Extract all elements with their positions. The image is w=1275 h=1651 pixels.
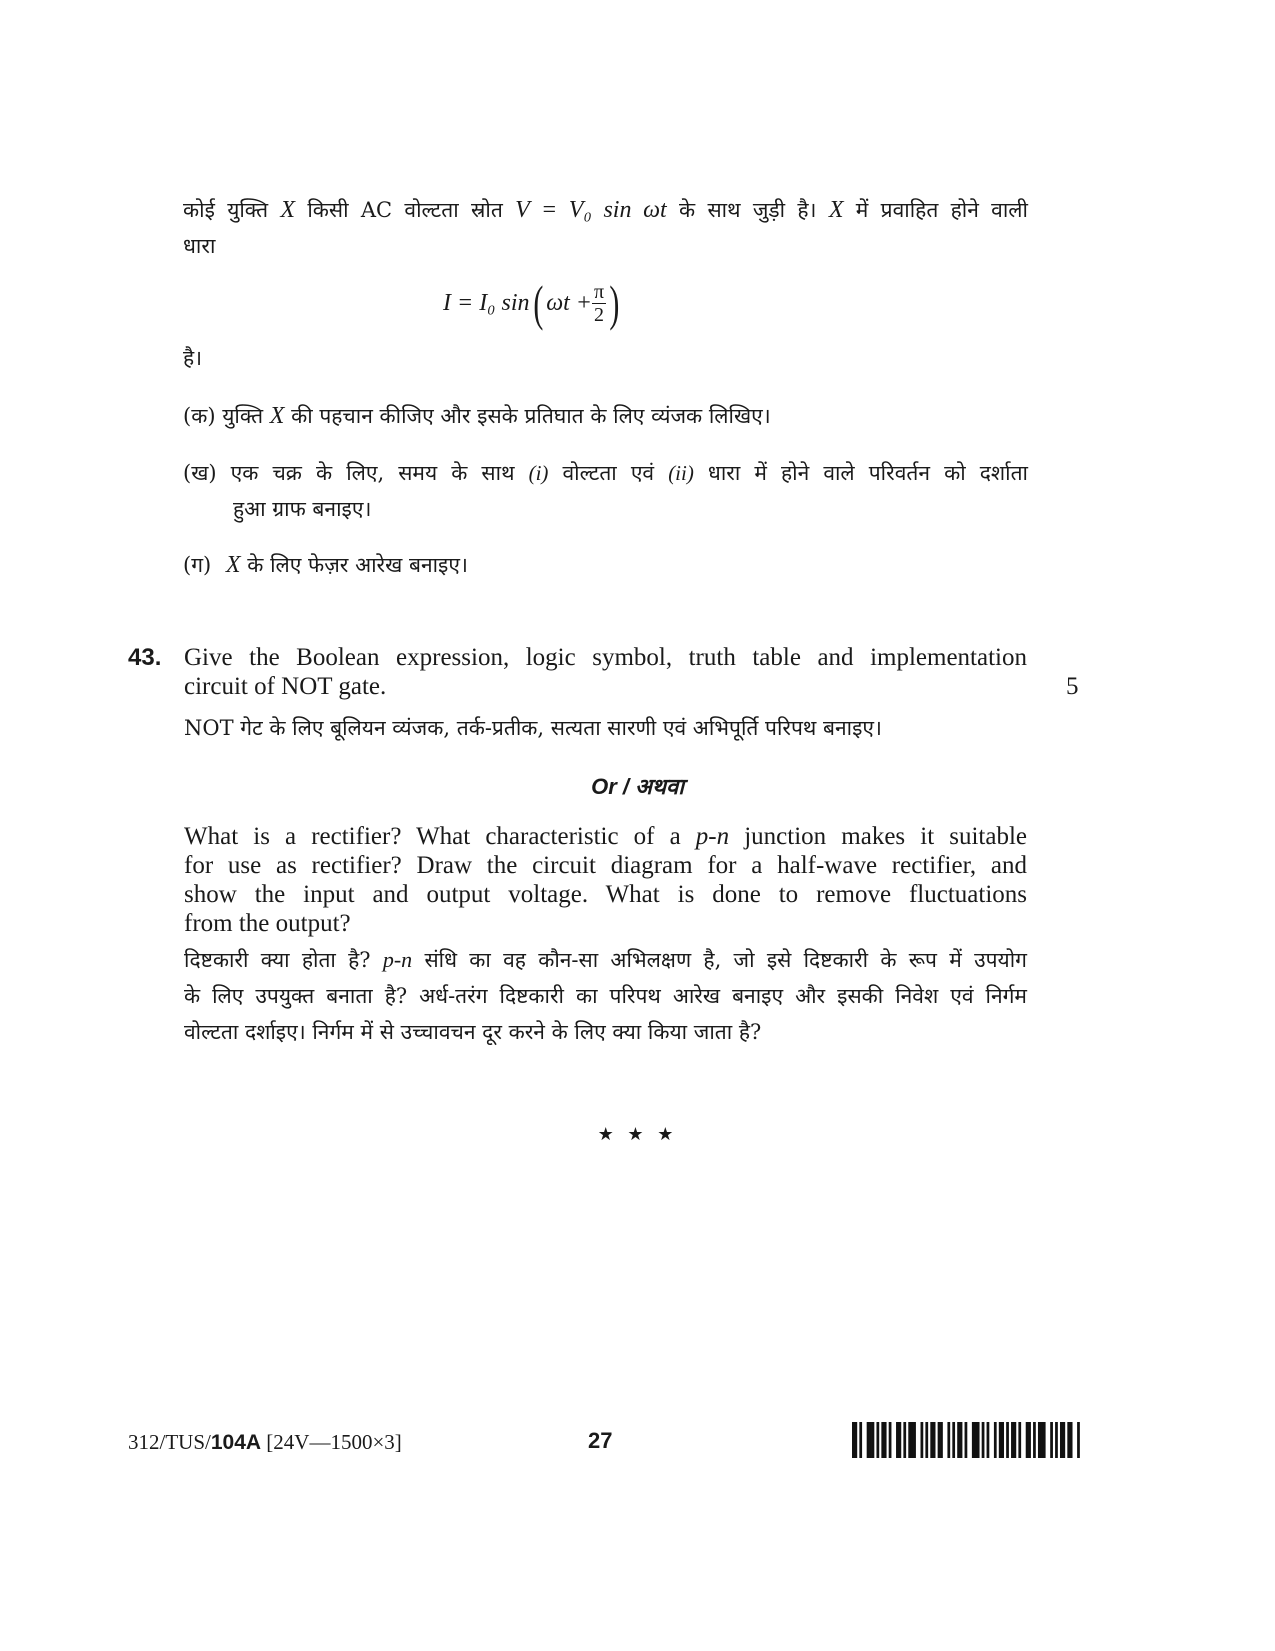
- q43-en-line1: Give the Boolean expression, logic symbol, truth table and implementation: [184, 644, 1027, 671]
- var-x: X: [280, 197, 296, 223]
- barcode-bar: [1043, 1422, 1046, 1458]
- var-x-4: X: [225, 552, 241, 578]
- or-separator: Or / अथवा: [591, 774, 684, 799]
- barcode-bar: [960, 1422, 963, 1458]
- part-kha-ii: (ii): [668, 461, 694, 485]
- barcode-bar: [999, 1422, 1002, 1458]
- q42-part-kha: [183, 455, 1028, 527]
- q43-marks: 5: [1066, 673, 1079, 700]
- barcode-bar: [1013, 1422, 1016, 1458]
- q43-english: [184, 643, 1027, 701]
- barcode-bar: [925, 1422, 928, 1458]
- q42-intro-a: कोई युक्ति: [183, 198, 269, 222]
- alt-en-3: show the input and output voltage. What is done to remove fluctuations: [184, 881, 1027, 908]
- barcode-bar: [854, 1422, 857, 1458]
- pn-term: p-n: [695, 823, 730, 850]
- footer-code: [128, 1430, 402, 1455]
- part-kha-c: धारा में होने वाले परिवर्तन को दर्शाता: [707, 461, 1028, 485]
- barcode-bar: [1038, 1422, 1041, 1458]
- current-lhs: I = I₀ sin: [443, 289, 530, 316]
- footer-code-c: [24V—1500×3]: [261, 1430, 402, 1454]
- part-label-ka: (क): [183, 404, 216, 428]
- barcode-bar: [1026, 1422, 1029, 1458]
- end-stars: ★ ★ ★: [597, 1124, 678, 1145]
- barcode-bar: [1028, 1422, 1031, 1458]
- part-kha-i: (i): [528, 461, 549, 485]
- current-arg: ωt +: [546, 289, 592, 316]
- barcode-bar: [852, 1422, 855, 1458]
- barcode-bar: [867, 1422, 870, 1458]
- part-kha-b: वोल्टता एवं: [562, 461, 655, 485]
- barcode-bar: [898, 1422, 901, 1458]
- alt-hi-3: वोल्टता दर्शाइए। निर्गम में से उच्चावचन दूर करने के लिए क्या किया जाता है?: [184, 1020, 762, 1044]
- barcode-bar: [1033, 1422, 1036, 1458]
- var-x-3: X: [269, 403, 285, 429]
- q42-intro: [183, 192, 1028, 264]
- pn-term-hi: p-n: [382, 947, 413, 972]
- q42-intro-d: में प्रवाहित होने वाली: [855, 198, 1028, 222]
- barcode-bar: [1001, 1422, 1004, 1458]
- barcode-bar: [933, 1422, 936, 1458]
- left-paren: (: [532, 275, 543, 331]
- barcode-bar: [1006, 1422, 1009, 1458]
- alt-en-1a: What is a rectifier? What characteristic of a: [184, 823, 681, 850]
- q43-en-line2: circuit of NOT gate.: [184, 673, 387, 700]
- q42-intro-c: के साथ जुड़ी है।: [679, 198, 817, 222]
- barcode-bar: [952, 1422, 955, 1458]
- barcode-bar: [947, 1422, 950, 1458]
- alt-hi-1a: दिष्टकारी क्या होता है?: [184, 948, 371, 972]
- barcode-bar: [921, 1422, 924, 1458]
- barcode-bar: [1070, 1422, 1073, 1458]
- barcode-bar: [938, 1422, 941, 1458]
- barcode-bar: [994, 1422, 997, 1458]
- barcode-bar: [913, 1422, 916, 1458]
- barcode-bar: [1040, 1422, 1043, 1458]
- barcode-bar: [881, 1422, 884, 1458]
- barcode-bar: [876, 1422, 879, 1458]
- current-equation: [443, 272, 623, 334]
- barcode-bar: [1018, 1422, 1021, 1458]
- q43-hindi: NOT गेट के लिए बूलियन व्यंजक, तर्क-प्रतीक, सत्यता सारणी एवं अभिपूर्ति परिपथ बनाइए।: [184, 716, 882, 740]
- barcode-bar: [1062, 1422, 1065, 1458]
- barcode-bar: [1055, 1422, 1058, 1458]
- barcode-bar: [965, 1422, 968, 1458]
- alt-en-1b: junction makes it suitable: [744, 823, 1027, 850]
- page-number: 27: [588, 1428, 613, 1453]
- barcode-bar: [930, 1422, 933, 1458]
- barcode-bar: [859, 1422, 862, 1458]
- alt-en-2: for use as rectifier? Draw the circuit diagram for a half-wave rectifier, and: [184, 852, 1027, 879]
- alt-hi-1b: संधि का वह कौन-सा अभिलक्षण है, जो इसे दिष्टकारी के रूप में उपयोग: [424, 948, 1027, 972]
- q42-part-ga: [183, 547, 1028, 583]
- part-ka-b: की पहचान कीजिए और इसके प्रतिघात के लिए व्यंजक लिखिए।: [291, 404, 771, 428]
- frac-denominator: 2: [594, 303, 605, 326]
- barcode-bar: [972, 1422, 975, 1458]
- barcode-bar: [957, 1422, 960, 1458]
- part-kha-a: एक चक्र के लिए, समय के साथ: [230, 461, 515, 485]
- barcode-bar: [869, 1422, 872, 1458]
- footer-code-a: 312/TUS/: [128, 1430, 211, 1454]
- barcode-bar: [1077, 1422, 1080, 1458]
- q43-alt-hindi: [184, 942, 1027, 1050]
- barcode-bar: [903, 1422, 906, 1458]
- frac-numerator: π: [594, 280, 605, 303]
- part-ka-a: युक्ति: [222, 404, 264, 428]
- q42-intro-e: धारा: [183, 234, 216, 258]
- barcode-bar: [1050, 1422, 1053, 1458]
- barcode-bar: [987, 1422, 990, 1458]
- footer-code-b: 104A: [210, 1431, 262, 1454]
- voltage-expression: V = V₀ sin ωt: [515, 197, 667, 223]
- barcode-bar: [1011, 1422, 1014, 1458]
- barcode-image: [852, 1422, 1082, 1458]
- pi-over-2: [592, 281, 606, 326]
- barcode-bar: [940, 1422, 943, 1458]
- barcode-bar: [1060, 1422, 1063, 1458]
- barcode-bar: [974, 1422, 977, 1458]
- question-number-43: 43.: [128, 644, 162, 671]
- part-label-kha: (ख): [183, 461, 217, 485]
- barcode-bar: [982, 1422, 985, 1458]
- barcode-bar: [884, 1422, 887, 1458]
- q42-intro-b: किसी AC वोल्टता स्रोत: [307, 198, 503, 222]
- q42-hai: है।: [183, 346, 203, 370]
- part-ga-b: के लिए फेज़र आरेख बनाइए।: [247, 553, 468, 577]
- part-label-ga: (ग): [183, 553, 212, 577]
- barcode-bar: [872, 1422, 875, 1458]
- barcode-bar: [977, 1422, 980, 1458]
- var-x-2: X: [828, 197, 844, 223]
- part-kha-d: हुआ ग्राफ बनाइए।: [233, 497, 372, 521]
- barcode-bar: [889, 1422, 892, 1458]
- barcode-bar: [1067, 1422, 1070, 1458]
- alt-en-4: from the output?: [184, 910, 351, 937]
- q42-part-ka: [183, 398, 1028, 434]
- right-paren: ): [609, 275, 620, 331]
- q43-alt-english: [184, 822, 1027, 938]
- barcode-bar: [896, 1422, 899, 1458]
- alt-hi-2: के लिए उपयुक्त बनाता है? अर्ध-तरंग दिष्टकारी का परिपथ आरेख बनाइए और इसकी निवेश एवं निर्गम: [184, 984, 1027, 1008]
- barcode-bar: [911, 1422, 914, 1458]
- barcode-bar: [908, 1422, 911, 1458]
